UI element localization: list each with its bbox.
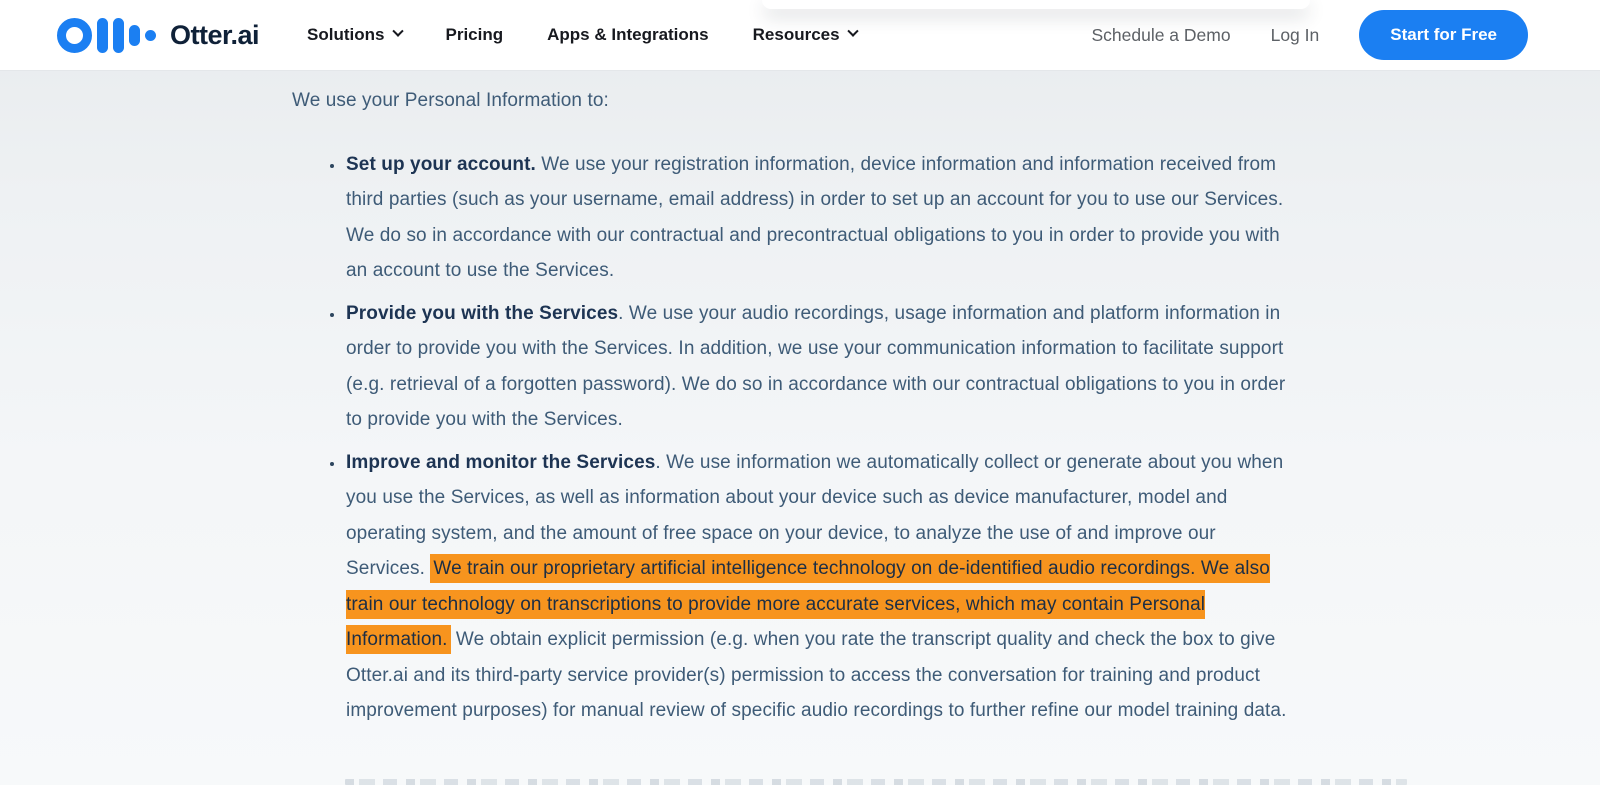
- start-for-free-button[interactable]: Start for Free: [1359, 10, 1528, 60]
- bullet-lead-text: Set up your account.: [346, 153, 536, 175]
- schedule-demo-link[interactable]: Schedule a Demo: [1091, 24, 1231, 45]
- nav-item-resources[interactable]: [753, 25, 857, 45]
- bullet-body-text: We use your registration information, device information and information received from third parties (such as your username, email address) in order to set up an account for you to use our Services. We do so in accordance with our contractual and precontractual obligations to you in order to provide you with an account to use the Services.: [346, 153, 1284, 281]
- bullet-lead-text: Provide you with the Services: [346, 302, 619, 324]
- chevron-down-icon: [847, 25, 858, 36]
- top-navigation-bar: [0, 0, 1600, 71]
- nav-item-pricing[interactable]: [446, 25, 504, 45]
- chevron-down-icon: [392, 25, 403, 36]
- nav-item-apps-integrations[interactable]: [547, 25, 709, 45]
- nav-item-label: Solutions: [307, 25, 385, 44]
- nav-item-solutions[interactable]: [307, 25, 401, 45]
- bullet-body-text: . We use your audio recordings, usage information and platform information in order to provide you with the Services. In addition, we use your communication information to facilitate support (e.g. retrieval of a forgotten password). We do so in accordance with our contractual obligations to you in order to provide you with the Services.: [346, 302, 1286, 430]
- list-item: [345, 296, 1290, 438]
- bullet-lead-text: Improve and monitor the Services: [346, 451, 656, 473]
- header-actions: [1091, 10, 1528, 60]
- clipped-next-text-line: [345, 779, 1407, 785]
- main-nav: [307, 25, 857, 45]
- bullet-body-text: We obtain explicit permission (e.g. when you rate the transcript quality and check the box to give Otter.ai and its third-party service provider(s) permission to access the conversation for training and product improvement purposes) for manual review of specific audio recordings to further refine our model training data.: [346, 629, 1287, 721]
- section-intro-text: We use your Personal Information to:: [292, 90, 609, 111]
- logo-bar-shape: [97, 18, 108, 53]
- otter-logo[interactable]: [57, 18, 259, 53]
- logo-short-bar-shape: [129, 25, 140, 46]
- nav-item-label: Resources: [752, 25, 840, 44]
- otter-logo-icon: [57, 18, 156, 53]
- bullet-body-text: . We use information we automatically collect or generate about you when you use the Services, as well as information about your device such as device manufacturer, model and operating system, and the amount of free space on your device, to analyze the use of and improve our Services.: [346, 451, 1284, 579]
- logo-wordmark: Otter.ai: [170, 19, 260, 50]
- nav-item-label: Apps & Integrations: [547, 25, 709, 44]
- logo-bar-shape: [113, 18, 124, 53]
- highlighted-text: We train our proprietary artificial intelligence technology on de-identified audio recordings. We also train our technology on transcriptions to provide more accurate services, which may contain Personal Information.: [346, 554, 1270, 654]
- logo-dot-shape: [145, 30, 156, 41]
- privacy-policy-content: [0, 71, 1330, 729]
- log-in-link[interactable]: Log In: [1270, 24, 1320, 45]
- clipped-dropdown-panel: [762, 0, 1310, 9]
- personal-info-use-list: [292, 147, 1292, 729]
- nav-item-label: Pricing: [445, 25, 504, 44]
- list-item: [345, 147, 1290, 289]
- list-item: [345, 445, 1290, 729]
- logo-ring-shape: [57, 18, 92, 53]
